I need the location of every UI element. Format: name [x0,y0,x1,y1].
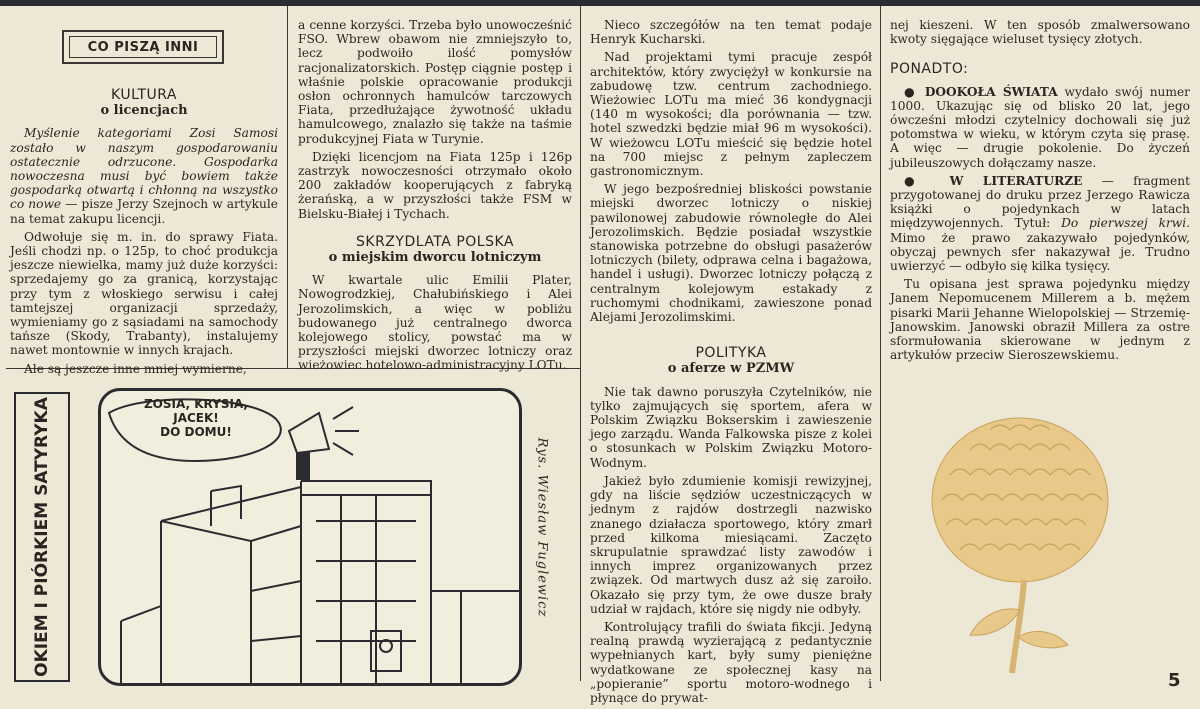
header-box [62,30,224,64]
skrzydlata-column-3 [590,18,872,709]
header-box-text: CO PISZĄ INNI [87,39,199,55]
cartoon-side-label: OKIEM I PIÓRKIEM SATYRYKA [14,392,70,682]
article-paragraph: Myślenie kategoriami Zosi Samosi zostało w naszym gospodarowaniu ostatecznie odrzucone. Gospodarka nowoczesna musi być bowiem także gospodarką otwartą i chłonną na wszystko co nowe — pisze Jerzy Szejnoch w artykule na temat zakupu licencji. [10,126,279,226]
article-paragraph: Dzięki licencjom na Fiata 125p i 126p zastrzyk nowoczesności otrzymało około 200 zakładów kooperujących z fabryką żerańską, a w przyszłości także FSM w Bielsku-Białej i Tychach. [298,149,572,221]
article-paragraph: nej kieszeni. W ten sposób zmalwersowano kwoty sięgające wieluset tysięcy złotych. [890,18,1190,47]
article-title: o miejskim dworcu lotniczym [328,250,542,266]
article-title: o aferze w PZMW [667,361,795,377]
ponadto-column-4 [890,18,1190,366]
article-paragraph: a cenne korzyści. Trzeba było unowocześnić FSO. Wbrew obawom nie zmniejszyło to, lecz podwoiło ilość pomysłów racjonalizatorskich. Postęp ciągnie postęp i właśnie polskie opracowanie produkcji osłon ochronnych hamulców tarczowych Fiata, przedłużające żywotność układu hamulcowego, znalazło się także na taśmie produkcyjnej Fiata w Turynie. [298,18,572,146]
flower-illustration [920,405,1120,675]
ponadto-item: ● W LITERATURZE — fragment przygotowanej do druku przez Jerzego Rawicza książki o pojedynkach w latach międzywojennych. Tytuł: Do pierwszej krwi. Mimo że prawo zakazywało pojedynków, obyczaj pewnych sfer nakazywał je. Trudno uwierzyć — odbyło się kilka tysięcy. [890,173,1190,274]
cartoon-frame [98,388,522,686]
article-paragraph: Nie tak dawno poruszyła Czytelników, nie tylko zajmujących się sportem, afera w Polskim Związku Bokserskim i zawieszenie jego zarządu. Wanda Falkowska pisze z kolei o stosunkach w Polskim Związku Motoro-Wodnym. [590,384,872,470]
article-paragraph: W kwartale ulic Emilii Plater, Nowogrodzkiej, Chałubińskiego i Alei Jerozolimskich, a więc w pobliżu budowanego już centralnego dworca kolejowego stolicy, powstać ma w przyszłości miejski dworzec lotniczy oraz wieżowiec hotelowo-administracyjny LOTu. [298,273,572,373]
cartoon-credit: Rys. Wiesław Fuglewicz [534,437,550,618]
article-paragraph: Kontrolujący trafili do świata fikcji. Jedyną realną prawdą wyzierającą z pedantycznie wypełnianych kart, były sumy pieniężne wydatkowane ze społecznej kasy na „popieranie” sportu motoro-wodnego i płynące do prywat- [590,619,872,705]
section-heading: SKRZYDLATA POLSKA [356,233,514,250]
article-paragraph: Nad projektami tymi pracuje zespół architektów, który zwyciężył w konkursie na zabudowę tzw. centrum zachodniego. Wieżowiec LOTu ma mieć 36 kondygnacji (140 m wysokości; dla porównania — tzw. hotel szwedzki będzie miał 96 m wysokości). W wieżowcu LOTu mieścić się będzie hotel na 700 miejsc z pełnym zapleczem gastronomicznym. [590,50,872,179]
article-title: o licencjach [100,103,188,119]
column-divider [580,6,581,681]
article-paragraph: Jakież było zdumienie komisji rewizyjnej, gdy na liście sędziów uczestniczących w jednym z rajdów dostrzegli nazwisko znanego działacza sportowego, który zmarł przed kilkoma miesiącami. Zaczęto skrupulatnie sprawdzać listy zawodów i innych imprez organizowanych przez związek. Od martwych dusz aż się zaroiło. Okazało się przy tym, że owe dusze brały udział w rajdach, które się nigdy nie odbyły. [590,473,872,616]
column-divider [287,6,288,368]
page-number: 5 [1168,670,1181,691]
section-heading: POLITYKA [695,345,767,362]
top-rule [0,0,1200,6]
article-paragraph: Nieco szczegółów na ten temat podaje Henryk Kucharski. [590,18,872,47]
ponadto-item: ● DOOKOŁA ŚWIATA wydało swój numer 1000. Ukazując się od blisko 20 lat, jego ówcześni młodzi czytelnicy dochowali się już potomstwa w wieku, w którym czyta się prasę. A więc — drugie pokolenie. Do życzeń jubileuszowych dołączamy nasze. [890,84,1190,170]
kultura-column-1 [10,88,278,380]
section-heading: KULTURA [111,87,177,103]
article-paragraph: W jego bezpośredniej bliskości powstanie miejski dworzec lotniczy o niskiej pawilonowej zabudowie równoległe do Alei Jerozolimskich. Będzie posiadał wszystkie stanowiska potrzebne do obsługi pasażerów lotniczych (bilety, odprawa celna i bagażowa, handel i usługi). Dworzec lotniczy połączą z centralnym kolejowym estakady z ruchomymi chodnikami, zawieszone ponad Alejami Jerozolimskimi. [590,182,872,325]
article-paragraph: Odwołuje się m. in. do sprawy Fiata. Jeśli chodzi np. o 125p, to choć produkcja jeszcze niewielka, mamy już duże korzyści: sprzedajemy go za granicą, korzystając przy tym z włoskiego serwisu i całej tamtejszej organizacji sprzedaży, wymieniamy go z sąsiadami na samochody tańsze (Skody, Trabanty), instalujemy nawet montownie w innych krajach. [10,229,278,358]
section-heading: PONADTO: [890,61,969,78]
article-paragraph: Tu opisana jest sprawa pojedynku między Janem Nepomucenem Millerem a b. mężem pisarki Marii Jehanne Wielopolskiej — Strzemię-Janowskim. Janowski obraził Millera za ostre sformułowania skierowane w jednym z artykułów przeciw Sieroszewskiemu. [890,277,1190,363]
column-divider [880,6,881,681]
speech-text: ZOSIA, KRYSIA, JACEK! DO DOMU! [143,397,248,439]
article-paragraph: Ale są jeszcze inne mniej wymierne, [24,361,247,376]
kultura-column-2 [298,18,572,377]
